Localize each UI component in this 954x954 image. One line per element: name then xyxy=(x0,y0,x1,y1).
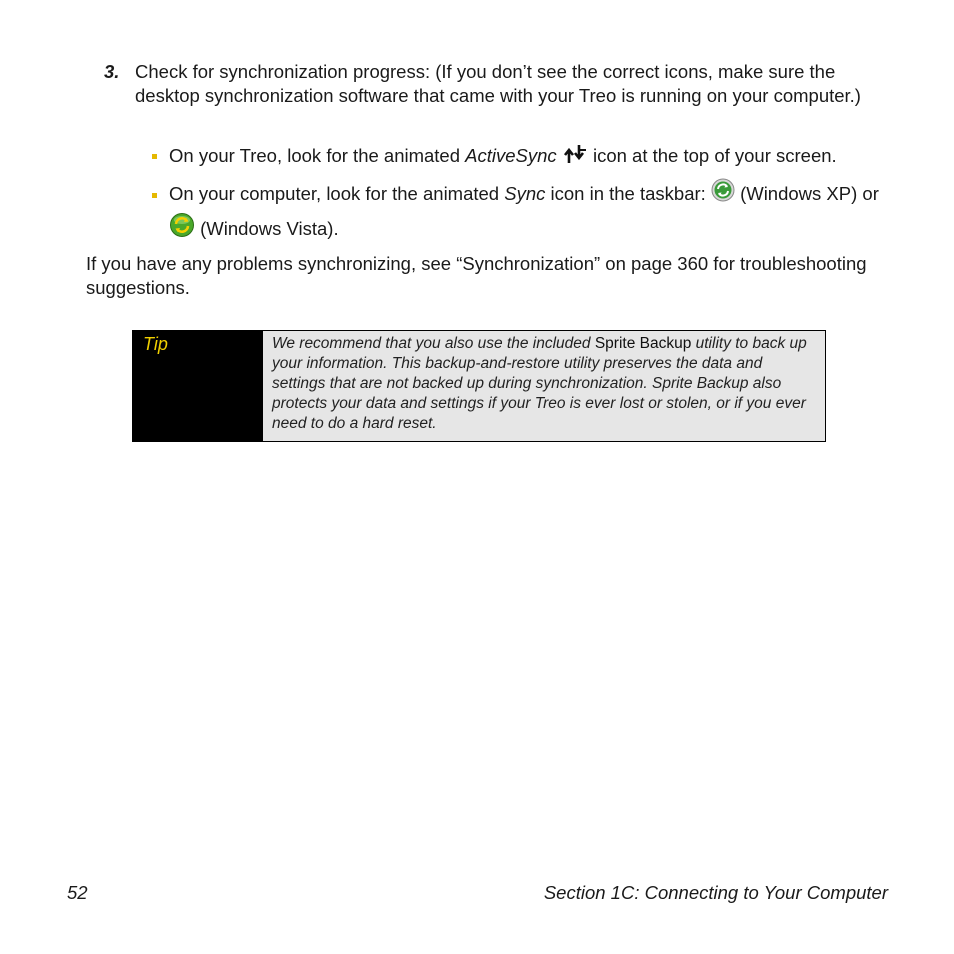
bullet-marker xyxy=(152,193,157,198)
tip-box xyxy=(132,330,826,442)
tip-content xyxy=(263,331,825,441)
tip-label-panel xyxy=(133,331,263,441)
bullet-text-middle: icon in the taskbar: xyxy=(545,183,711,204)
sync-vista-icon xyxy=(169,212,195,248)
troubleshooting-paragraph: If you have any problems synchronizing, see “Synchronization” on page 360 for troubleshooting suggestions. xyxy=(86,253,867,298)
activesync-arrows-icon xyxy=(562,143,588,171)
bullet-text-suffix: (Windows Vista). xyxy=(195,218,339,239)
bullet-body xyxy=(169,178,884,248)
bullet-text-prefix: On your computer, look for the animated xyxy=(169,183,505,204)
sync-xp-icon xyxy=(711,178,735,212)
step-number: 3. xyxy=(104,61,120,82)
bullet-body xyxy=(169,143,884,171)
sync-emphasis: Sync xyxy=(504,183,546,204)
tip-text-after: utility to back up your information. This backup-and-restore utility preserves the data and settings that are not backed up during synchronization. Sprite Backup also protects your data and settings if your Treo is ever lost or stolen, or if you ever need to do a hard reset. xyxy=(272,335,807,432)
section-title: Section 1C: Connecting to Your Computer xyxy=(543,882,888,903)
bullet-text-after-xp: (Windows XP) or xyxy=(734,183,879,204)
bullet-text-prefix: On your Treo, look for the animated xyxy=(169,144,466,166)
tip-label: Tip xyxy=(143,334,168,354)
bullet-marker xyxy=(152,154,157,159)
tip-text-before: We recommend that you also use the included xyxy=(272,335,595,352)
page-number: 52 xyxy=(67,882,88,903)
tip-brand: Sprite Backup xyxy=(594,335,692,352)
step-text: Check for synchronization progress: (If you don’t see the correct icons, make sure the desktop synchronization software that came with your Treo is running on your computer.) xyxy=(135,61,861,106)
activesync-emphasis: ActiveSync xyxy=(465,144,557,166)
bullet-text-suffix: icon at the top of your screen. xyxy=(587,144,837,166)
